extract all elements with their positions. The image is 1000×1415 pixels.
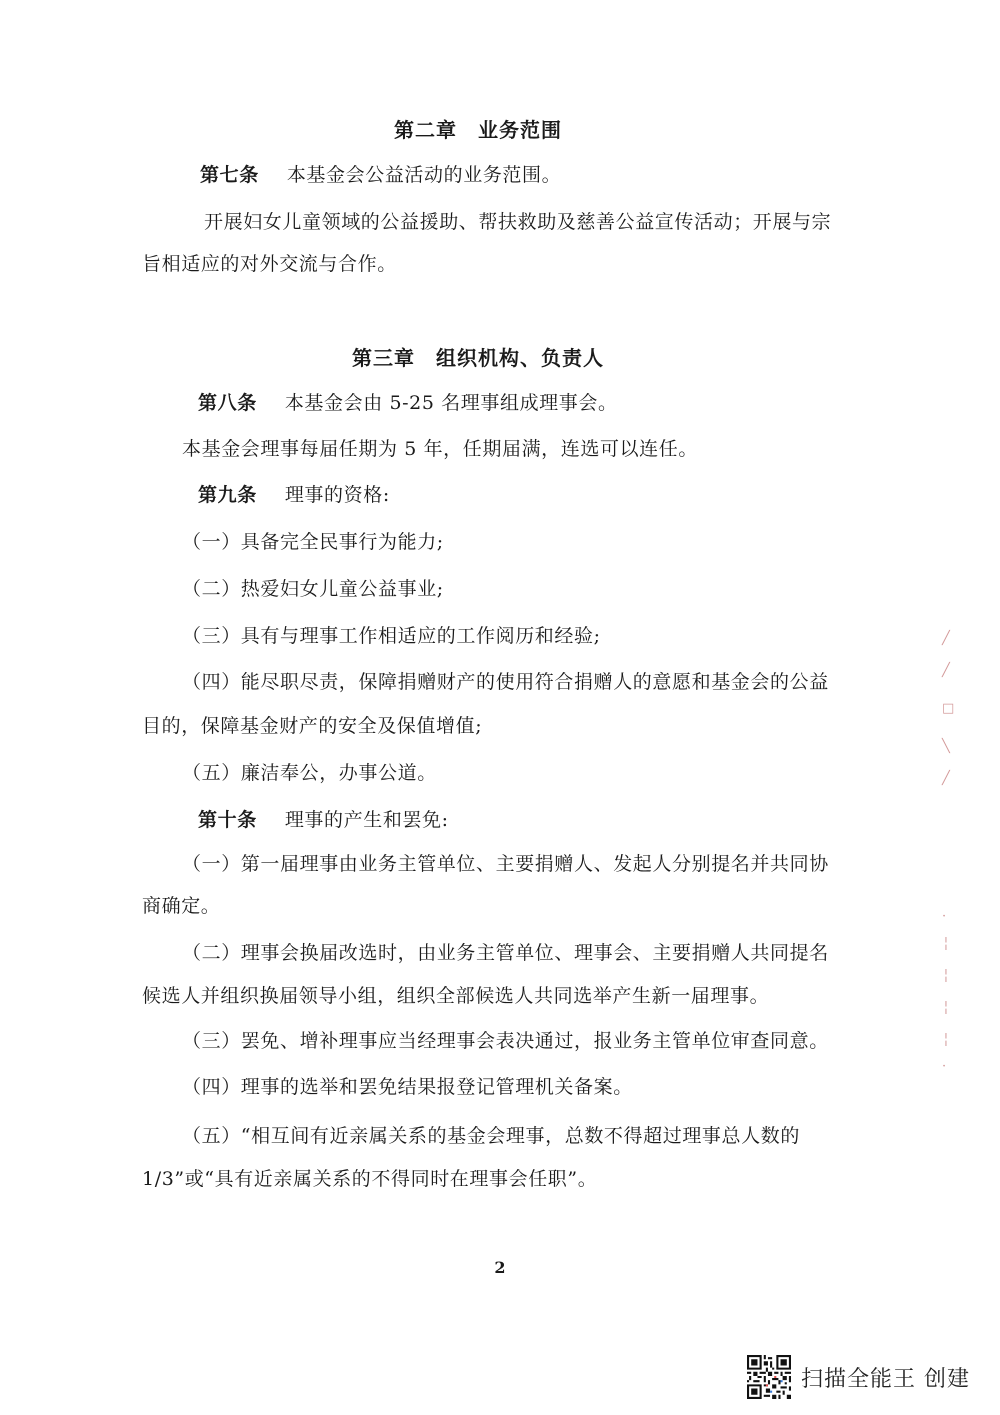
article-10-item-2-line-2: 候选人并组织换届领导小组，组织全部候选人共同选举产生新一届理事。	[142, 985, 770, 1007]
article-8-text: 本基金会由 5-25 名理事组成理事会。	[284, 392, 618, 414]
page-number: 2	[494, 1258, 506, 1277]
chapter-3-title: 第三章 组织机构、负责人	[352, 346, 604, 370]
article-8-number: 第八条	[198, 392, 257, 414]
article-7	[200, 163, 561, 187]
article-8	[198, 391, 618, 415]
article-10-item-5-line-2: 1/3”或“具有近亲属关系的不得同时在理事会任职”。	[142, 1168, 598, 1190]
article-9-item-4-line-1: （四）能尽职尽责，保障捐赠财产的使用符合捐赠人的意愿和基金会的公益	[182, 671, 829, 693]
watermark-text: 扫描全能王 创建	[801, 1366, 970, 1392]
scanner-watermark	[747, 1355, 970, 1399]
article-10-item-1-line-1: （一）第一届理事由业务主管单位、主要捐赠人、发起人分别提名并共同协	[182, 853, 829, 875]
article-10	[198, 808, 449, 832]
scope-line-1: 开展妇女儿童领域的公益援助、帮扶救助及慈善公益宣传活动；开展与宗	[204, 211, 832, 233]
chapter-2-title: 第二章 业务范围	[394, 118, 562, 142]
article-9-item-5: （五）廉洁奉公，办事公道。	[182, 762, 437, 784]
article-9-item-3: （三）具有与理事工作相适应的工作阅历和经验;	[182, 625, 601, 647]
article-9-text: 理事的资格:	[284, 484, 390, 506]
article-8-term: 本基金会理事每届任期为 5 年，任期届满，连选可以连任。	[182, 438, 698, 460]
article-10-number: 第十条	[198, 809, 257, 831]
article-10-item-1-line-2: 商确定。	[142, 895, 221, 917]
article-10-item-4: （四）理事的选举和罢免结果报登记管理机关备案。	[182, 1076, 633, 1098]
article-10-item-3: （三）罢免、增补理事应当经理事会表决通过，报业务主管单位审查同意。	[182, 1030, 829, 1052]
article-10-text: 理事的产生和罢免:	[284, 809, 449, 831]
article-7-number: 第七条	[200, 164, 259, 186]
article-9	[198, 483, 390, 507]
article-9-item-1: （一）具备完全民事行为能力;	[182, 531, 444, 553]
article-9-number: 第九条	[198, 484, 257, 506]
article-7-text: 本基金会公益活动的业务范围。	[286, 164, 562, 186]
article-10-item-5-line-1: （五）“相互间有近亲属关系的基金会理事，总数不得超过理事总人数的	[182, 1125, 800, 1147]
scope-line-2: 旨相适应的对外交流与合作。	[142, 253, 397, 275]
qr-code-icon	[747, 1355, 791, 1399]
article-10-item-2-line-1: （二）理事会换届改选时，由业务主管单位、理事会、主要捐赠人共同提名	[182, 942, 829, 964]
article-9-item-2: （二）热爱妇女儿童公益事业;	[182, 578, 444, 600]
document-page: 第二章 业务范围 第七条 本基金会公益活动的业务范围。 开展妇女儿童领域的公益援助、帮扶救助及慈善公益宣传活动；开展与宗 旨相适应的对外交流与合作。 第三章 组织机构、负责人 第八条 本基金会由 5-25 名理事组成理事会。 本基金会理事每届任期为 5 年，任期届满，连选可以连任。 第九条 理事的资格: （一）具备完全民事行为能力; （二）热爱妇女儿童公益事业; （三）具有与理事工作相适应的工作阅历和经验; （四）能尽职尽责，保障捐赠财产的使用符合捐赠人的意愿和基金会的公益 目的，保障基金财产的安全及保值增值; （五）廉洁奉公，办事公道。 第十条 理事的产生和罢免: （一）第一届理事由业务主管单位、主要捐赠人、发起人分别提名并共同协 商确定。 （二）理事会换届改选时，由业务主管单位、理事会、主要捐赠人共同提名 候选人并组织换届领导小组，组织全部候选人共同选举产生新一届理事。 （三）罢免、增补理事应当经理事会表决通过，报业务主管单位审查同意。 （四）理事的选举和罢免结果报登记管理机关备案。 （五）“相互间有近亲属关系的基金会理事，总数不得超过理事总人数的 1/3”或“具有近亲属关系的不得同时在理事会任职”。 2 ╱ ╱ □ ╲ ╱ · ╎ ╎ ╎ ╎ · 扫描全能王 创建	[0, 0, 1000, 1415]
article-9-item-4-line-2: 目的，保障基金财产的安全及保值增值;	[142, 715, 483, 737]
